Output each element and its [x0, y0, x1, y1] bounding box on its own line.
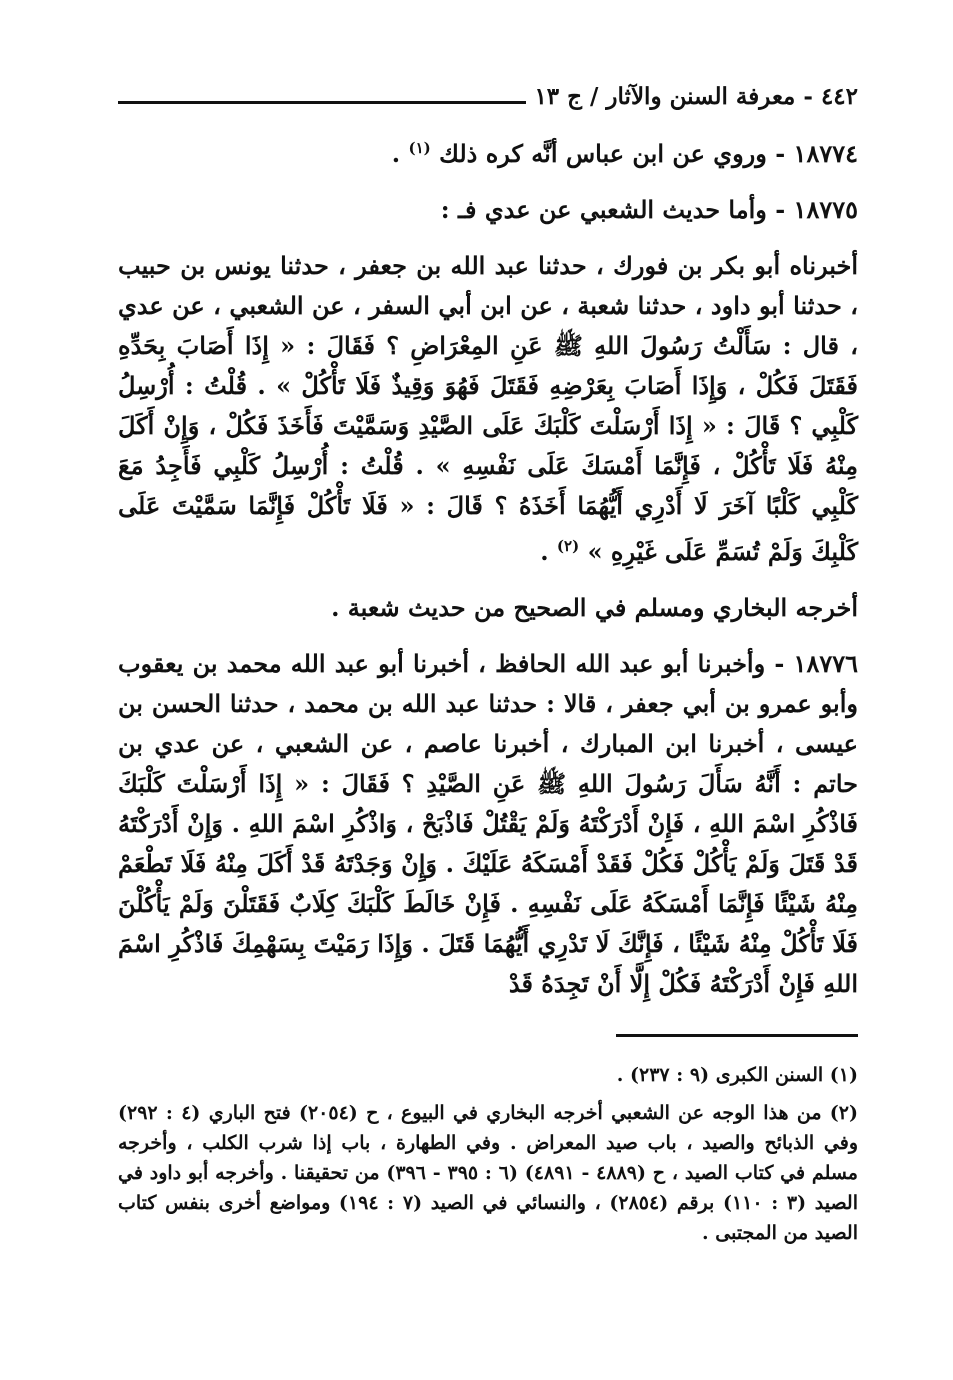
footnote-ref: (٢) — [556, 537, 580, 555]
entry-number: ١٨٧٧٤ — [793, 139, 858, 168]
footnote-ref: (١) — [408, 139, 431, 157]
running-header — [118, 76, 858, 110]
entry-18775 — [118, 190, 858, 230]
entry-text: - وأخبرنا أبو عبد الله الحافظ ، أخبرنا أبو عبد الله محمد بن يعقوب وأبو عمرو بن أبي جعفر ، قالا : حدثنا عبد الله بن محمد ، حدثنا الحسن بن عيسى ، أخبرنا ابن المبارك ، أخبرنا عاصم ، عن الشعبي ، عن عدي بن حاتم : أَنَّهُ سَأَلَ رَسُولَ اللهِ ﷺ عَنِ الصَّيْدِ ؟ فَقَالَ : « إِذَا أَرْسَلْتَ كَلْبَكَ فَاذْكُرِ اسْمَ اللهِ ، فَإِنْ أَدْرَكْتَهُ وَلَمْ يَقْتُلْ فَاذْبَحْ ، وَاذْكُرِ اسْمَ اللهِ . وَإِنْ أَدْرَكْتَهُ قَدْ قَتَلَ وَلَمْ يَأْكُلْ فَكُلْ فَقَدْ أَمْسَكَهُ عَلَيْكَ . وَإِنْ وَجَدْتَهُ قَدْ أَكَلَ مِنْهُ فَلَا تَطْعَمْ مِنْهُ شَيْئًا فَإِنَّمَا أَمْسَكَهُ عَلَى نَفْسِهِ . فَإِنْ خَالَطَ كَلْبَكَ كِلَابٌ فَقَتَلْنَ وَلَمْ يَأْكُلْنَ فَلَا تَأْكُلْ مِنْهُ شَيْئًا ، فَإِنَّكَ لَا تَدْرِي أَيُّهُمَا قَتَلَ . وَإِذَا رَمَيْتَ بِسَهْمِكَ فَاذْكُرِ اسْمَ اللهِ فَإِنْ أَدْرَكْتَهُ فَكُلْ إِلَّا أَنْ تَجِدَهُ قَدْ — [118, 649, 859, 998]
entry-number: ١٨٧٧٦ — [793, 649, 858, 678]
header-rule — [118, 101, 526, 104]
entry-number: ١٨٧٧٥ — [793, 195, 858, 224]
footnote-1: (١) السنن الكبرى (٩ : ٢٣٧) . — [616, 1064, 858, 1086]
entry-text: - وروي عن ابن عباس أنَّه كره ذلك — [439, 139, 786, 168]
entry-18776 — [118, 644, 858, 1004]
footnote-separator — [616, 1034, 858, 1037]
entry-text: - وأما حديث الشعبي عن عدي فـ : — [440, 195, 786, 224]
takhrij-paragraph: أخرجه البخاري ومسلم في الصحيح من حديث شعبة . — [331, 593, 858, 622]
header-title: ٤٤٢ - معرفة السنن والآثار / ج ١٣ — [534, 83, 858, 110]
footnotes — [118, 1060, 858, 1256]
hadith-paragraph: أخبرناه أبو بكر بن فورك ، حدثنا عبد الله بن جعفر ، حدثنا يونس بن حبيب ، حدثنا أبو داود ، حدثنا شعبة ، عن ابن أبي السفر ، عن الشعبي ، عن عدي ، قال : سَأَلْتُ رَسُولَ اللهِ ﷺ عَنِ المِعْرَاضِ ؟ فَقَالَ : « إِذَا أَصَابَ بِحَدِّهِ فَقَتَلَ فَكُلْ ، وَإِذَا أَصَابَ بِعَرْضِهِ فَقَتَلَ فَهُوَ وَقِيذٌ فَلَا تَأْكُلْ » . قُلْتُ : أُرْسِلُ كَلْبِي ؟ قَالَ : « إِذَا أَرْسَلْتَ كَلْبَكَ عَلَى الصَّيْدِ وَسَمَّيْتَ فَأَخَذَ فَكُلْ ، وَإِنْ أَكَلَ مِنْهُ فَلَا تَأْكُلْ ، فَإِنَّمَا أَمْسَكَ عَلَى نَفْسِهِ » . قُلْتُ : أُرْسِلُ كَلْبِي فَأَجِدُ مَعَ كَلْبِي كَلْبًا آخَرَ لَا أَدْرِي أَيُّهُمَا أَخَذَهُ ؟ قَالَ : « فَلَا تَأْكُلْ فَإِنَّمَا سَمَّيْتَ عَلَى كَلْبِكَ وَلَمْ تُسَمِّ عَلَى غَيْرِهِ » $^{(٢)}$ . — [118, 251, 859, 566]
entry-end: . — [391, 139, 409, 168]
entry-18774 — [118, 128, 858, 174]
hadith-text: أخبرناه أبو بكر بن فورك ، حدثنا عبد الله بن جعفر ، حدثنا يونس بن حبيب ، حدثنا أبو داود ، حدثنا شعبة ، عن ابن أبي السفر ، عن الشعبي ، عن عدي ، قال : سَأَلْتُ رَسُولَ اللهِ ﷺ عَنِ المِعْرَاضِ ؟ فَقَالَ : « إِذَا أَصَابَ بِحَدِّهِ فَقَتَلَ فَكُلْ ، وَإِذَا أَصَابَ بِعَرْضِهِ فَقَتَلَ فَهُوَ وَقِيذٌ فَلَا تَأْكُلْ » . قُلْتُ : أُرْسِلُ كَلْبِي ؟ قَالَ : « إِذَا أَرْسَلْتَ كَلْبَكَ عَلَى الصَّيْدِ وَسَمَّيْتَ فَأَخَذَ فَكُلْ ، وَإِنْ أَكَلَ مِنْهُ فَلَا تَأْكُلْ ، فَإِنَّمَا أَمْسَكَ عَلَى نَفْسِهِ » . قُلْتُ : أُرْسِلُ كَلْبِي فَأَجِدُ مَعَ كَلْبِي كَلْبًا آخَرَ لَا أَدْرِي أَيُّهُمَا أَخَذَهُ ؟ قَالَ : « فَلَا تَأْكُلْ فَإِنَّمَا سَمَّيْتَ عَلَى كَلْبِكَ وَلَمْ تُسَمِّ عَلَى غَيْرِهِ » — [118, 251, 859, 566]
footnote-2: (٢) من هذا الوجه عن الشعبي أخرجه البخاري في البيوع ، ح (٢٠٥٤) فتح الباري (٤ : ٢٩٢) وفي الذبائح والصيد ، باب صيد المعراض . وفي الطهارة ، باب إذا شرب الكلب ، وأخرجه مسلم في كتاب الصيد ، ح (٤٨٨٩ - ٤٨٩١) (٦ : ٣٩٥ - ٣٩٦) من تحقيقنا . وأخرجه أبو داود في الصيد (٣ : ١١٠) برقم (٢٨٥٤) ، والنسائي في الصيد (٧ : ١٩٤) ومواضع أخرى بنفس كتاب الصيد من المجتبى . — [118, 1102, 858, 1244]
main-text — [118, 128, 858, 1020]
